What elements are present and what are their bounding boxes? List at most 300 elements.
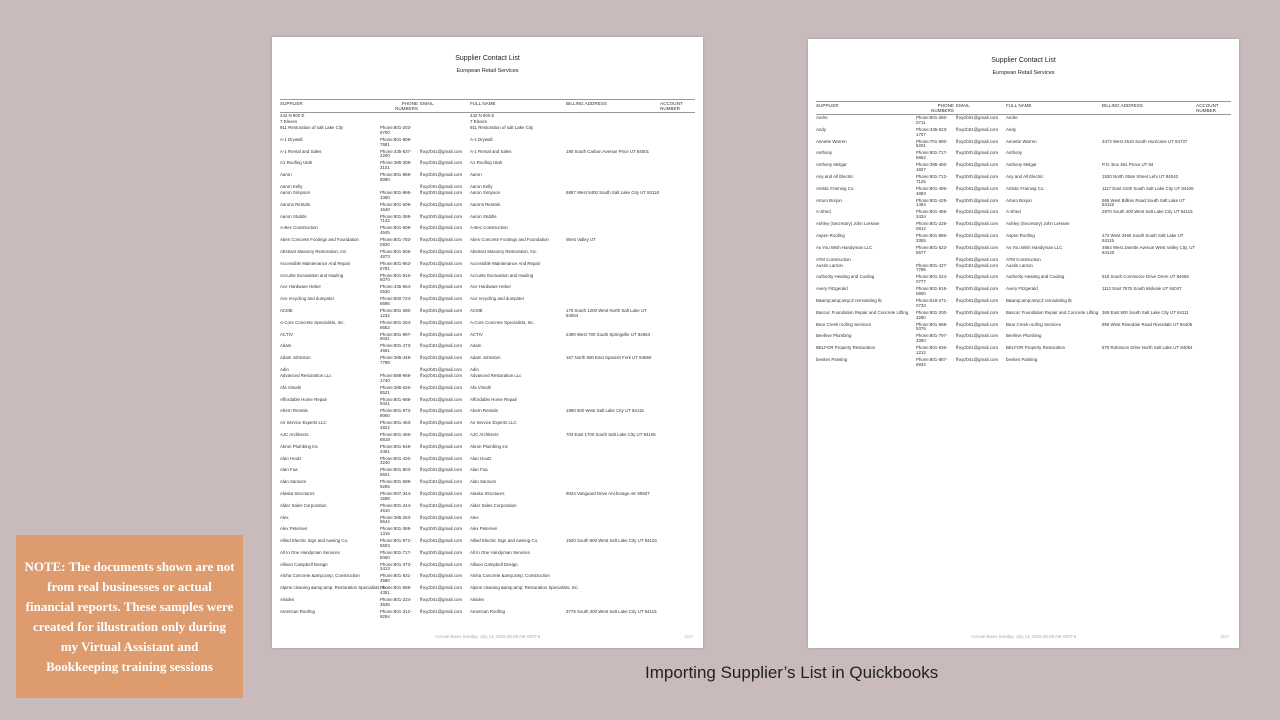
cell-supplier: Ahern Rentals [280,408,308,414]
cell-supplier: Affordable Home Repair [280,396,328,402]
cell-full-name: Alex [470,514,479,520]
cell-supplier: Beehive Plumbing [816,333,852,339]
cell-full-name: BELFOR Property Restoration [1006,345,1066,351]
cell-billing-address: 870 Robinson Drive North Salt Lake UT 84054 [1102,345,1193,351]
cell-phone: Phone:801-280-1232 [380,307,412,318]
cell-email: fhxyzb01@gmail.com [420,502,463,508]
cell-email: fhxyzb01@gmail.com [420,479,463,485]
cell-phone: Phone:801-809-7681 [380,136,412,147]
cell-email: fhxyzb01@gmail.com [420,148,463,154]
header-account: ACCOUNT NUMBER [1196,103,1219,113]
cell-supplier: 7 Eleven [280,119,298,124]
cell-supplier: Andy [816,126,827,132]
cell-supplier: benites Painting [816,356,848,362]
table-row [280,309,695,321]
cell-phone: Phone:801-717-6862 [916,150,948,161]
header-supplier: SUPPLIER [816,103,839,108]
cell-phone: Phone:801-523-5577 [916,244,948,255]
cell-full-name: Abes Concrete Footings and Foundation [470,237,549,243]
cell-billing-address: 850 West Riverdale Road Riverdale UT 84405 [1102,321,1193,327]
cell-email: fhxyzb01@gmail.com [956,256,999,262]
cell-email: fhxyzb01@gmail.com [420,431,463,437]
cell-supplier: Adam [280,343,292,349]
cell-email: fhxyzb01@gmail.com [420,213,463,219]
cell-billing-address: 1920 South 900 West Salt Lake City UT 84104 [566,538,657,544]
cell-full-name: B&amp;amp;amp;Z remodeling llc [1006,297,1073,303]
cell-supplier: Aaron Simpson [280,189,311,195]
cell-supplier: Aspen Roofing [816,232,845,238]
cell-supplier: All In One Handyman Services [280,549,340,555]
table-row [280,551,695,563]
report-footer: Accrual Basis Sunday, July 13, 2025 08:09 AM GMT-6 [434,634,541,639]
cell-supplier: Alan Sansom [280,479,307,485]
cell-full-name: Andre [1006,115,1018,120]
cell-phone: Phone:801-916-6070 [380,272,412,283]
cell-full-name: Alan Houtz [470,455,492,461]
cell-phone: Phone:801-888-8080 [380,172,412,182]
cell-full-name: Any and All Electric [1006,173,1044,179]
cell-full-name: 442 N 900 E [470,113,495,118]
cell-supplier: A-1 Drywall [280,136,303,142]
cell-full-name: A1 Roofing Utah [470,160,503,166]
cell-email: fhxyzb01@gmail.com [420,396,463,402]
cell-email: fhxyzb01@gmail.com [420,189,463,195]
header-billing: BILLING ADDRESS [566,101,607,106]
table-row [816,140,1231,152]
cell-email: fhxyzb01@gmail.com [420,514,463,520]
cell-email: fhxyzb01@gmail.com [956,150,999,156]
cell-supplier: Alex Petersen [280,526,308,532]
cell-email: fhxyzb01@gmail.com [420,284,463,290]
cell-supplier: Ace Hardware Heber [280,284,321,290]
cell-email: fhxyzb01@gmail.com [420,585,463,591]
cell-supplier: A-Core Concrete Specialists, Inc. [280,319,345,325]
cell-phone: Phone:801-688-9441 [380,396,412,407]
header-phone: PHONE NUMBERS [395,101,418,111]
table-row [280,374,695,386]
cell-supplier: Allied Electric Sign and Awning Co. [280,538,349,544]
cell-full-name: Alaska Structures [470,490,505,496]
cell-full-name: Bascoc Foundation Repair and Concrete Lifting [1006,309,1099,315]
report-subtitle: European Retail Services [456,68,519,74]
cell-email: fhxyzb01@gmail.com [420,455,463,461]
cell-supplier: 442 N 900 E [280,113,305,118]
cell-full-name: benites Painting [1006,356,1038,362]
cell-phone: Phone:385-308-3101 [380,160,412,171]
cell-full-name: Alpine cleaning &amp;amp; Restoration Specialists, Inc. [470,585,579,591]
cell-phone: Phone:619-271-0733 [916,297,948,308]
report-title: Supplier Contact List [455,55,520,62]
cell-billing-address: 1530 North State Street Lehi UT 84043 [1102,173,1179,179]
cell-full-name: Abstract Masonry Restoration, Inc. [470,248,538,254]
cell-full-name: Artistic Framing Co. [1006,185,1045,191]
cell-email: fhxyzb01@gmail.com [420,420,463,426]
disclaimer-text: NOTE: The documents shown are not from real businesses or actual financial reports. These samples were created for illustration only during my Virtual Assistant and Bookkeeping training sessions [24,558,235,674]
table-row [816,187,1231,199]
table-row [816,246,1231,258]
cell-phone: Phone:801-717-8060 [380,549,412,560]
cell-full-name: 7 Eleven [470,119,488,124]
cell-supplier: Alpine cleaning &amp;amp; Restoration Specialists, Inc. [280,585,389,591]
cell-email: fhxyzb01@gmail.com [956,173,999,179]
cell-phone: Phone:801-427-7786 [916,262,948,273]
cell-email: fhxyzb01@gmail.com [420,160,463,166]
cell-supplier: Alaska Structures [280,490,315,496]
cell-email: fhxyzb01@gmail.com [420,366,463,372]
cell-supplier: Abstract Masonry Restoration, Inc. [280,248,348,254]
cell-phone: Phone:801-973-9060 [380,408,412,419]
cell-supplier: Alan Houtz [280,455,302,461]
cell-phone: Phone:385-450-1827 [916,162,948,172]
cell-phone: Phone:801-831-4580 [380,573,412,584]
cell-full-name: Alsides [470,597,485,603]
report-page-2 [808,39,1239,648]
cell-email: fhxyzb01@gmail.com [956,244,999,250]
cell-full-name: Affordable Home Repair [470,396,518,402]
cell-billing-address: 4954 West Janette Avenue West Valley City, UT 84120 [1102,244,1195,255]
cell-full-name: Aaron [470,172,482,178]
cell-email: fhxyzb01@gmail.com [420,331,463,337]
cell-full-name: Bear Creek roofing Services [1006,321,1061,327]
cell-email: fhxyzb01@gmail.com [420,225,463,231]
cell-supplier: Aloha Concrete &amp;amp; Construction [280,573,360,579]
cell-supplier: Adam Johnston [280,355,311,361]
cell-email: fhxyzb01@gmail.com [956,221,999,227]
cell-phone: Phone:801-264-9552 [380,319,412,330]
table-row [280,333,695,345]
cell-supplier: Alex [280,514,289,520]
cell-full-name: Alder Sales Corporation [470,502,517,508]
cell-phone: Phone:801-916-0800 [916,286,948,296]
cell-email: fhxyzb01@gmail.com [956,356,999,362]
cell-full-name: Adam Johnston [470,355,501,361]
cell-phone: Phone:801-463-4822 [380,420,412,430]
cell-full-name: Ahern Rentals [470,408,498,414]
cell-email: fhxyzb01@gmail.com [420,490,463,496]
cell-full-name: A-1 Drywall [470,136,493,142]
cell-phone: Phone:801-226-0812 [916,221,948,231]
cell-email: fhxyzb01@gmail.com [956,321,999,327]
table-row [816,175,1231,187]
cell-email: fhxyzb01@gmail.com [420,608,463,614]
cell-email: fhxyzb01@gmail.com [420,597,463,603]
cell-phone: Phone:801-966-1080 [380,189,412,200]
cell-email: fhxyzb01@gmail.com [420,384,463,390]
cell-full-name: ACME [470,307,483,313]
header-billing: BILLING ADDRESS [1102,103,1143,108]
report-footer: Accrual Basis Sunday, July 13, 2025 08:09 AM GMT-6 [970,634,1077,639]
cell-supplier: As You Wish Handyman LLC [816,244,873,250]
table-row [280,250,695,262]
cell-supplier: B&amp;amp;amp;Z remodeling llc [816,297,883,303]
cell-email: fhxyzb01@gmail.com [420,272,463,278]
cell-email: fhxyzb01@gmail.com [420,307,463,313]
cell-full-name: Aaron Simpson [470,189,501,195]
cell-full-name: Aaron Stubbs [470,213,497,219]
cell-supplier: A-Bec Construction [280,225,318,231]
cell-supplier: BELFOR Property Restoration [816,345,876,351]
cell-supplier: Allison Campbell Design [280,561,328,567]
cell-phone: Phone:801-688-4351 [380,585,412,596]
cell-full-name: American Roofing [470,608,505,614]
cell-phone: Phone:801-797-3350 [916,333,948,344]
cell-phone: Phone:801-609-4645 [380,225,412,236]
cell-phone: Phone:801-312-9294 [380,608,412,619]
cell-billing-address: 180 South Carbon Avenue Price UT 84501 [566,148,650,154]
cell-full-name: Anthony [1006,150,1023,156]
cell-email: fhxyzb01@gmail.com [420,538,463,544]
cell-supplier: Ace recycling and dumpster [280,296,335,302]
cell-billing-address: 167 North 800 East Spanish Fork UT 84660 [566,355,652,361]
disclaimer-note [16,535,243,698]
cell-full-name: Allison Campbell Design [470,561,518,567]
cell-billing-address: 2870 South 400 West Salt Lake City UT 84115 [1102,209,1193,215]
cell-full-name: Aloha Concrete &amp;amp; Construction [470,573,550,579]
cell-phone: Phone:385-253-8644 [380,514,412,525]
cell-email: fhxyzb01@gmail.com [420,549,463,555]
cell-full-name: Aspen Roofing [1006,232,1035,238]
header-full-name: FULL NAME [1006,103,1032,108]
cell-full-name: Ace Hardware Heber [470,284,511,290]
cell-supplier: ATM Construction [816,256,851,262]
table-row [280,610,695,622]
table-row [280,386,695,398]
table-row [816,128,1231,140]
cell-full-name: A-Core Concrete Specialists, Inc. [470,319,535,325]
cell-email: fhxyzb01@gmail.com [956,138,999,144]
cell-full-name: A-Bec Construction [470,225,508,231]
cell-supplier: Anthony Melgar [816,162,847,168]
cell-phone: Phone:435-637-2200 [380,148,412,159]
cell-supplier: A1 Roofing Utah [280,160,313,166]
cell-supplier: Accessible Maintenance And Repair [280,260,351,266]
cell-phone: Phone:801-466-8818 [380,431,412,442]
supplier-table-body [280,114,695,622]
cell-supplier: Andre [816,115,828,120]
cell-email: fhxyzb01@gmail.com [420,408,463,414]
table-row [280,191,695,203]
table-row [816,234,1231,246]
cell-phone: Phone:801-688-9295 [380,479,412,489]
cell-phone: Phone:435-623-1707 [916,126,948,137]
cell-phone: Phone:801-224-3636 [380,597,412,607]
cell-billing-address: 473 West 3465 South South Salt Lake UT 84115 [1102,232,1184,243]
cell-email: fhxyzb01@gmail.com [420,573,463,579]
cell-email: fhxyzb01@gmail.com [420,296,463,302]
cell-supplier: A-Shed [816,209,831,215]
cell-full-name: Ashley (Secretary) John LeHane [1006,221,1070,227]
cell-full-name: Austin Larson [1006,262,1033,268]
cell-full-name: Alan Fua [470,467,488,473]
header-account: ACCOUNT NUMBER [660,101,683,111]
cell-full-name: Andy [1006,126,1017,132]
cell-full-name: All In One Handyman Services [470,549,530,555]
cell-full-name: AJC Architects [470,431,499,437]
cell-supplier: Aaron Stubbs [280,213,307,219]
cell-phone: Phone:801-368-7142 [380,213,412,224]
cell-phone: Phone:888-969-1740 [380,372,412,383]
cell-full-name: Accessible Maintenance And Repair [470,260,541,266]
cell-billing-address: 565 West Billinis Road South Salt Lake UT 84115 [1102,197,1186,208]
page-number: 1/27 [684,634,693,639]
header-supplier: SUPPLIER [280,101,303,106]
cell-supplier: Alder Sales Corporation [280,502,327,508]
table-row [280,356,695,368]
cell-supplier: Adin [280,366,289,372]
cell-supplier: Avery Fitzgerald [816,286,848,292]
cell-supplier: A-1 Rental and Sales [280,148,322,154]
cell-phone: Phone:801-997-9031 [380,331,412,342]
cell-email: fhxyzb01@gmail.com [420,561,463,567]
cell-supplier: Bear Creek roofing Services [816,321,871,327]
table-row [816,116,1231,128]
table-row [280,138,695,150]
cell-phone: Phone:801-887-6934 [916,356,948,367]
cell-email: fhxyzb01@gmail.com [420,526,463,532]
cell-supplier: Aarons Rentals [280,201,311,207]
cell-phone: Phone:907-344-1588 [380,490,412,501]
cell-full-name: Air Service Experts LLC [470,420,517,426]
cell-phone: Phone:801-936-1212 [916,345,948,355]
cell-full-name: ATM Construction [1006,256,1041,262]
cell-phone: Phone:801-609-1640 [380,201,412,212]
cell-supplier: ACTIV [280,331,293,337]
cell-phone: Phone:801-420-3240 [380,455,412,466]
cell-supplier: Alsides [280,597,295,603]
cell-email: fhxyzb01@gmail.com [956,115,999,120]
cell-phone: Phone:701-880-5201 [916,138,948,149]
cell-phone: Phone:801-668-5376 [916,321,948,332]
cell-full-name: ACTIV [470,331,483,337]
cell-email: fhxyzb01@gmail.com [420,343,463,349]
cell-phone: Phone:801-203-9700 [380,125,412,135]
table-header [280,99,695,113]
cell-full-name: Afa Vimahi [470,384,492,390]
cell-phone: Phone:801-712-7125 [916,173,948,184]
cell-supplier: 911 Restoration of salt Lake City [280,125,344,130]
table-row [816,311,1231,323]
cell-full-name: Alex Petersen [470,526,498,532]
cell-supplier: American Roofing [280,608,315,614]
cell-billing-address: 518 South Commerce Drive Orem UT 84058 [1102,274,1189,280]
cell-full-name: A-1 Rental and Sales [470,148,512,154]
cell-billing-address: 2490 West 700 South Springville UT 84663 [566,331,651,337]
cell-phone: Phone:801-280-0711 [916,115,948,125]
cell-supplier: Artistic Framing Co. [816,185,855,191]
cell-phone: Phone:801-886-3355 [916,232,948,243]
cell-supplier: AJC Architects [280,431,309,437]
cell-supplier: Advanced Restoration LLc [280,372,332,378]
cell-full-name: Arturo Borjon [1006,197,1032,203]
table-row [280,203,695,215]
cell-full-name: Avery Fitzgerald [1006,286,1038,292]
table-row [280,433,695,445]
cell-full-name: Anthony Melgar [1006,162,1037,168]
cell-phone: Phone:385-626-8521 [380,384,412,395]
cell-phone: Phone:801-473-4661 [380,343,412,354]
cell-email: fhxyzb01@gmail.com [420,319,463,325]
cell-email: fhxyzb01@gmail.com [420,201,463,207]
cell-email: fhxyzb01@gmail.com [956,162,999,168]
cell-phone: Phone:801-224-0777 [916,274,948,285]
cell-email: fhxyzb01@gmail.com [956,309,999,315]
cell-billing-address: 369 East 900 South Salt Lake City UT 84111 [1102,309,1189,315]
cell-full-name: Akron Plumbing Inc [470,443,509,449]
cell-supplier: Afa Vimahi [280,384,302,390]
cell-full-name: Advanced Restoration LLc [470,372,522,378]
table-row [280,161,695,173]
cell-billing-address: 6887 West 5400 South Salt Lake City UT 84118 [566,189,659,195]
cell-full-name: A-Shed [1006,209,1021,215]
cell-phone: Phone:385-448-7788 [380,355,412,365]
cell-supplier: Anthony [816,150,833,156]
cell-email: fhxyzb01@gmail.com [956,126,999,132]
cell-email: fhxyzb01@gmail.com [956,232,999,238]
cell-billing-address: 9024 Vanguard Drive Anchorage AK 99507 [566,490,650,496]
report-subtitle: European Retail Services [992,70,1055,76]
table-header [816,101,1231,115]
cell-supplier: Aaron [280,172,292,178]
cell-email: fhxyzb01@gmail.com [956,197,999,203]
cell-full-name: As You Wish Handyman LLC [1006,244,1063,250]
table-row [280,262,695,274]
header-full-name: FULL NAME [470,101,496,106]
cell-phone: Phone:435-654-0530 [380,284,412,295]
cell-billing-address: 703 East 1700 South Salt Lake City UT 84105 [566,431,656,437]
cell-email: fhxyzb01@gmail.com [420,237,463,243]
cell-supplier: ACME [280,307,293,313]
cell-phone: Phone:801-803-8501 [380,467,412,478]
cell-full-name: Alan Sansom [470,479,497,485]
cell-supplier: Austin Larson [816,262,843,268]
cell-billing-address: 3775 South 300 West Salt Lake City UT 84115 [566,608,657,614]
cell-email: fhxyzb01@gmail.com [956,209,999,215]
cell-supplier: Authority Heating and Cooling [816,274,875,280]
cell-phone: Phone:801-783-0920 [380,237,412,247]
page-number: 2/27 [1220,634,1229,639]
cell-email: fhxyzb01@gmail.com [420,355,463,361]
cell-supplier: Bascoc Foundation Repair and Concrete Lifting [816,309,909,315]
cell-billing-address: West Valley UT [566,237,596,243]
cell-full-name: Accurite Excavation and Hauling [470,272,534,278]
cell-full-name: Beehive Plumbing [1006,333,1042,339]
cell-billing-address: 3472 West 2610 South Hurricane UT 84737 [1102,138,1188,144]
cell-full-name: Adam [470,343,482,349]
cell-billing-address: P.O. Box 461 Provo UT 84 [1102,162,1154,168]
cell-billing-address: 1890 600 West Salt Lake City UT 84115 [566,408,644,414]
cell-full-name: Annette Warren [1006,138,1037,144]
cell-email: fhxyzb01@gmail.com [420,248,463,254]
cell-supplier: Ashley (Secretary) John LeHane [816,221,880,227]
cell-billing-address: 1117 East 2100 South Salt Lake City UT 84106 [1102,185,1194,191]
cell-supplier: Accurite Excavation and Hauling [280,272,344,278]
cell-phone: Phone:801-486-4893 [916,185,948,196]
cell-email: fhxyzb01@gmail.com [956,297,999,303]
table-row [280,492,695,504]
cell-email: fhxyzb01@gmail.com [956,185,999,191]
cell-billing-address: 170 South 1200 West North Salt Lake UT 84054 [566,307,647,318]
cell-full-name: Aarons Rentals [470,201,501,207]
cell-supplier: Any and All Electric [816,173,854,179]
cell-email: fhxyzb01@gmail.com [420,372,463,378]
header-email: EMAIL [956,103,970,108]
cell-phone: Phone:800-724-6695 [380,296,412,306]
cell-phone: Phone:801-373-3413 [380,561,412,572]
report-page-1 [272,37,703,648]
cell-phone: Phone:801-200-3290 [916,309,948,320]
table-row [280,586,695,598]
table-row [280,504,695,516]
